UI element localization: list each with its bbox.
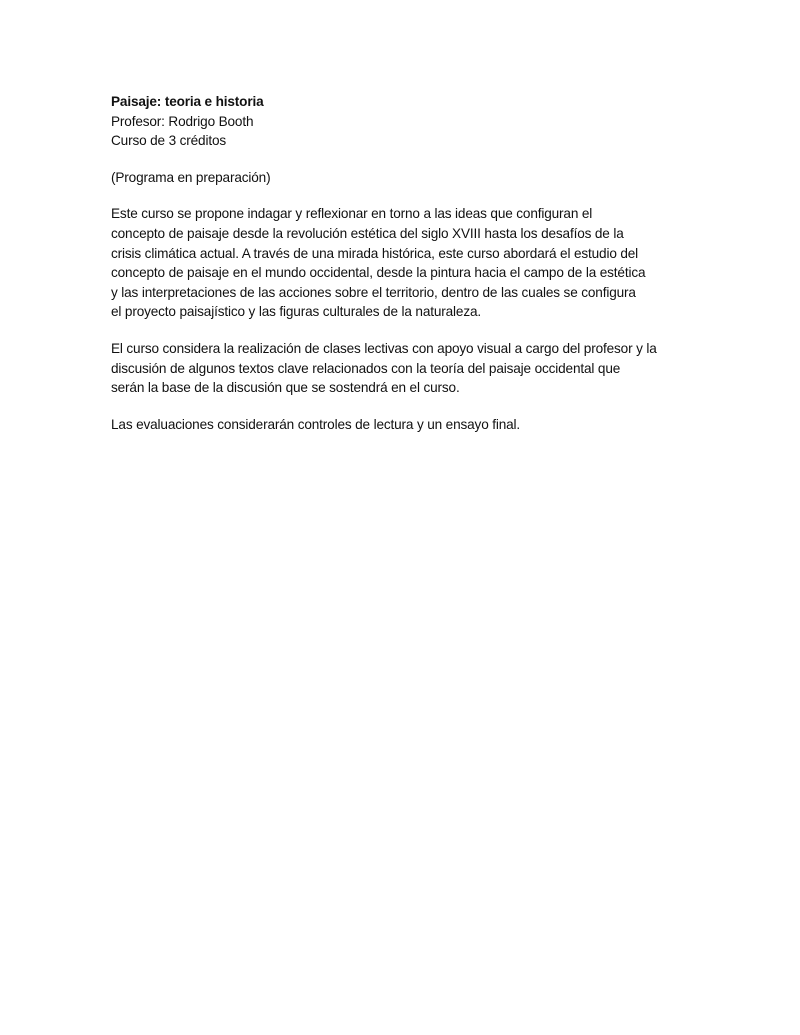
paragraph-line: concepto de paisaje desde la revolución estética del siglo XVIII hasta los desafíos de la	[111, 225, 624, 241]
paragraph-line: concepto de paisaje en el mundo occidental, desde la pintura hacia el campo de la estética	[111, 265, 646, 281]
spacer	[111, 187, 701, 204]
document-body	[111, 92, 701, 434]
evaluation-paragraph: Las evaluaciones considerarán controles de lectura y un ensayo final.	[111, 416, 521, 432]
spacer	[111, 398, 701, 415]
paragraph-line: discusión de algunos textos clave relacionados con la teoría del paisaje occidental que	[111, 360, 621, 376]
spacer	[111, 151, 701, 168]
paragraph-line: Este curso se propone indagar y reflexionar en torno a las ideas que configuran el	[111, 206, 593, 222]
professor-line: Profesor: Rodrigo Booth	[111, 113, 254, 129]
course-description-paragraph	[111, 204, 701, 322]
paragraph-line: serán la base de la discusión que se sostendrá en el curso.	[111, 380, 460, 396]
paragraph-line: y las interpretaciones de las acciones sobre el territorio, dentro de las cuales se configura	[111, 284, 636, 300]
paragraph-line: El curso considera la realización de clases lectivas con apoyo visual a cargo del profesor y la	[111, 340, 657, 356]
spacer	[111, 322, 701, 339]
paragraph-line: el proyecto paisajístico y las figuras culturales de la naturaleza.	[111, 304, 482, 320]
document-title: Paisaje: teoria e historia	[111, 94, 264, 109]
program-status: (Programa en preparación)	[111, 169, 271, 185]
credits-line: Curso de 3 créditos	[111, 133, 227, 149]
course-methodology-paragraph	[111, 339, 701, 398]
paragraph-line: crisis climática actual. A través de una mirada histórica, este curso abordará el estudio del	[111, 245, 639, 261]
